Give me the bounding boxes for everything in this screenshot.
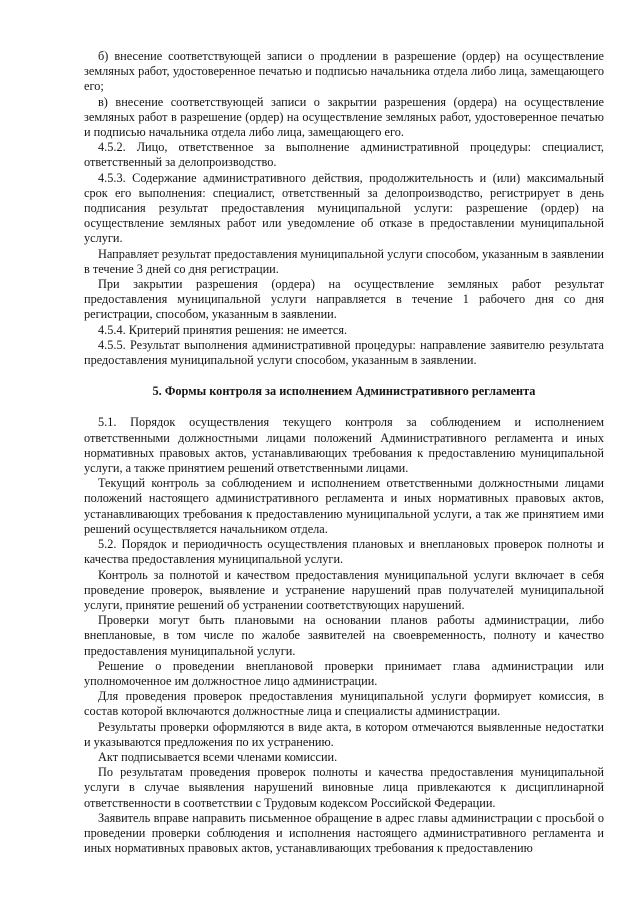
paragraph-unplanned-decision: Решение о проведении внеплановой проверки принимает глава администрации или уполномоченное им должностное лицо администрации. [84, 658, 604, 688]
paragraph-current-control: Текущий контроль за соблюдением и исполнением ответственными должностными лицами положений настоящего административного регламента и иных нормативных правовых актов, устанавливающих требования к предоставлению муниципальной услуги, а так же принятием ими решений осуществляется начальником отдела. [84, 476, 604, 536]
paragraph-4-5-1-b: б) внесение соответствующей записи о продлении в разрешение (ордер) на осуществление земляных работ, удостоверенное печатью и подписью начальника отдела либо лица, замещающего его; [84, 49, 604, 94]
paragraph-send-result: Направляет результат предоставления муниципальной услуги способом, указанным в заявлении в течение 3 дней со дня регистрации. [84, 246, 604, 276]
paragraph-4-5-2: 4.5.2. Лицо, ответственное за выполнение административной процедуры: специалист, ответственный за делопроизводство. [84, 140, 604, 170]
paragraph-inspection-results: Результаты проверки оформляются в виде акта, в котором отмечаются выявленные недостатки и указываются предложения по их устранению. [84, 719, 604, 749]
section-heading: 5. Формы контроля за исполнением Административного регламента [152, 384, 536, 399]
paragraph-inspection-types: Проверки могут быть плановыми на основании планов работы администрации, либо внеплановые, в том числе по жалобе заявителей на своевременность, полноту и качество предоставления муниципальной услуги. [84, 613, 604, 658]
paragraph-closing-permit: При закрытии разрешения (ордера) на осуществление земляных работ результат предоставления муниципальной услуги направляется в течение 1 рабочего дня со дня регистрации, способом, указанным в заявлении. [84, 277, 604, 322]
paragraph-5-2: 5.2. Порядок и периодичность осуществления плановых и внеплановых проверок полноты и качества предоставления муниципальной услуги. [84, 537, 604, 567]
paragraph-applicant-request: Заявитель вправе направить письменное обращение в адрес главы администрации с просьбой о проведении проверки соблюдения и исполнения настоящего административного регламента и иных нормативных правовых актов, устанавливающих требования к предоставлению [84, 810, 604, 856]
paragraph-5-1: 5.1. Порядок осуществления текущего контроля за соблюдением и исполнением ответственными должностными лицами положений Административного регламента и иных нормативных правовых актов, устанавливающих требования к предоставлению муниципальной услуги, а также принятием решений ответственными лицами. [84, 415, 604, 476]
paragraph-4-5-3: 4.5.3. Содержание административного действия, продолжительность и (или) максимальный срок его выполнения: специалист, ответственный за делопроизводство, регистрирует в день подписания результат предоставления муниципальной услуги: разрешение (ордер) на осуществление земляных работ или уведомление об отказе в предоставлении муниципальной услуги. [84, 170, 604, 246]
paragraph-commission: Для проведения проверок предоставления муниципальной услуги формирует комиссия, в состав которой включаются должностные лица и специалисты администрации. [84, 689, 604, 719]
paragraph-4-5-5: 4.5.5. Результат выполнения административной процедуры: направление заявителю результата предоставления муниципальной услуги способом, указанным в заявлении. [84, 337, 604, 368]
paragraph-4-5-1-v: в) внесение соответствующей записи о закрытии разрешения (ордера) на осуществление земляных работ в разрешение (ордер) на осуществление земляных работ, удостоверенное печатью и подписью начальника отдела либо лица, замещающего его. [84, 94, 604, 140]
paragraph-act-signed: Акт подписывается всеми членами комиссии. [98, 749, 338, 764]
paragraph-liability: По результатам проведения проверок полноты и качества предоставления муниципальной услуги в случае выявления нарушений виновные лица привлекаются к дисциплинарной ответственности в соответствии с Трудовым кодексом Российской Федерации. [84, 765, 604, 810]
paragraph-control-scope: Контроль за полнотой и качеством предоставления муниципальной услуги включает в себя проведение проверок, выявление и устранение нарушений прав получателей муниципальной услуги, принятие решений об устранении соответствующих нарушений. [84, 567, 604, 612]
document-body [84, 49, 604, 856]
paragraph-4-5-4: 4.5.4. Критерий принятия решения: не имеется. [98, 322, 348, 337]
